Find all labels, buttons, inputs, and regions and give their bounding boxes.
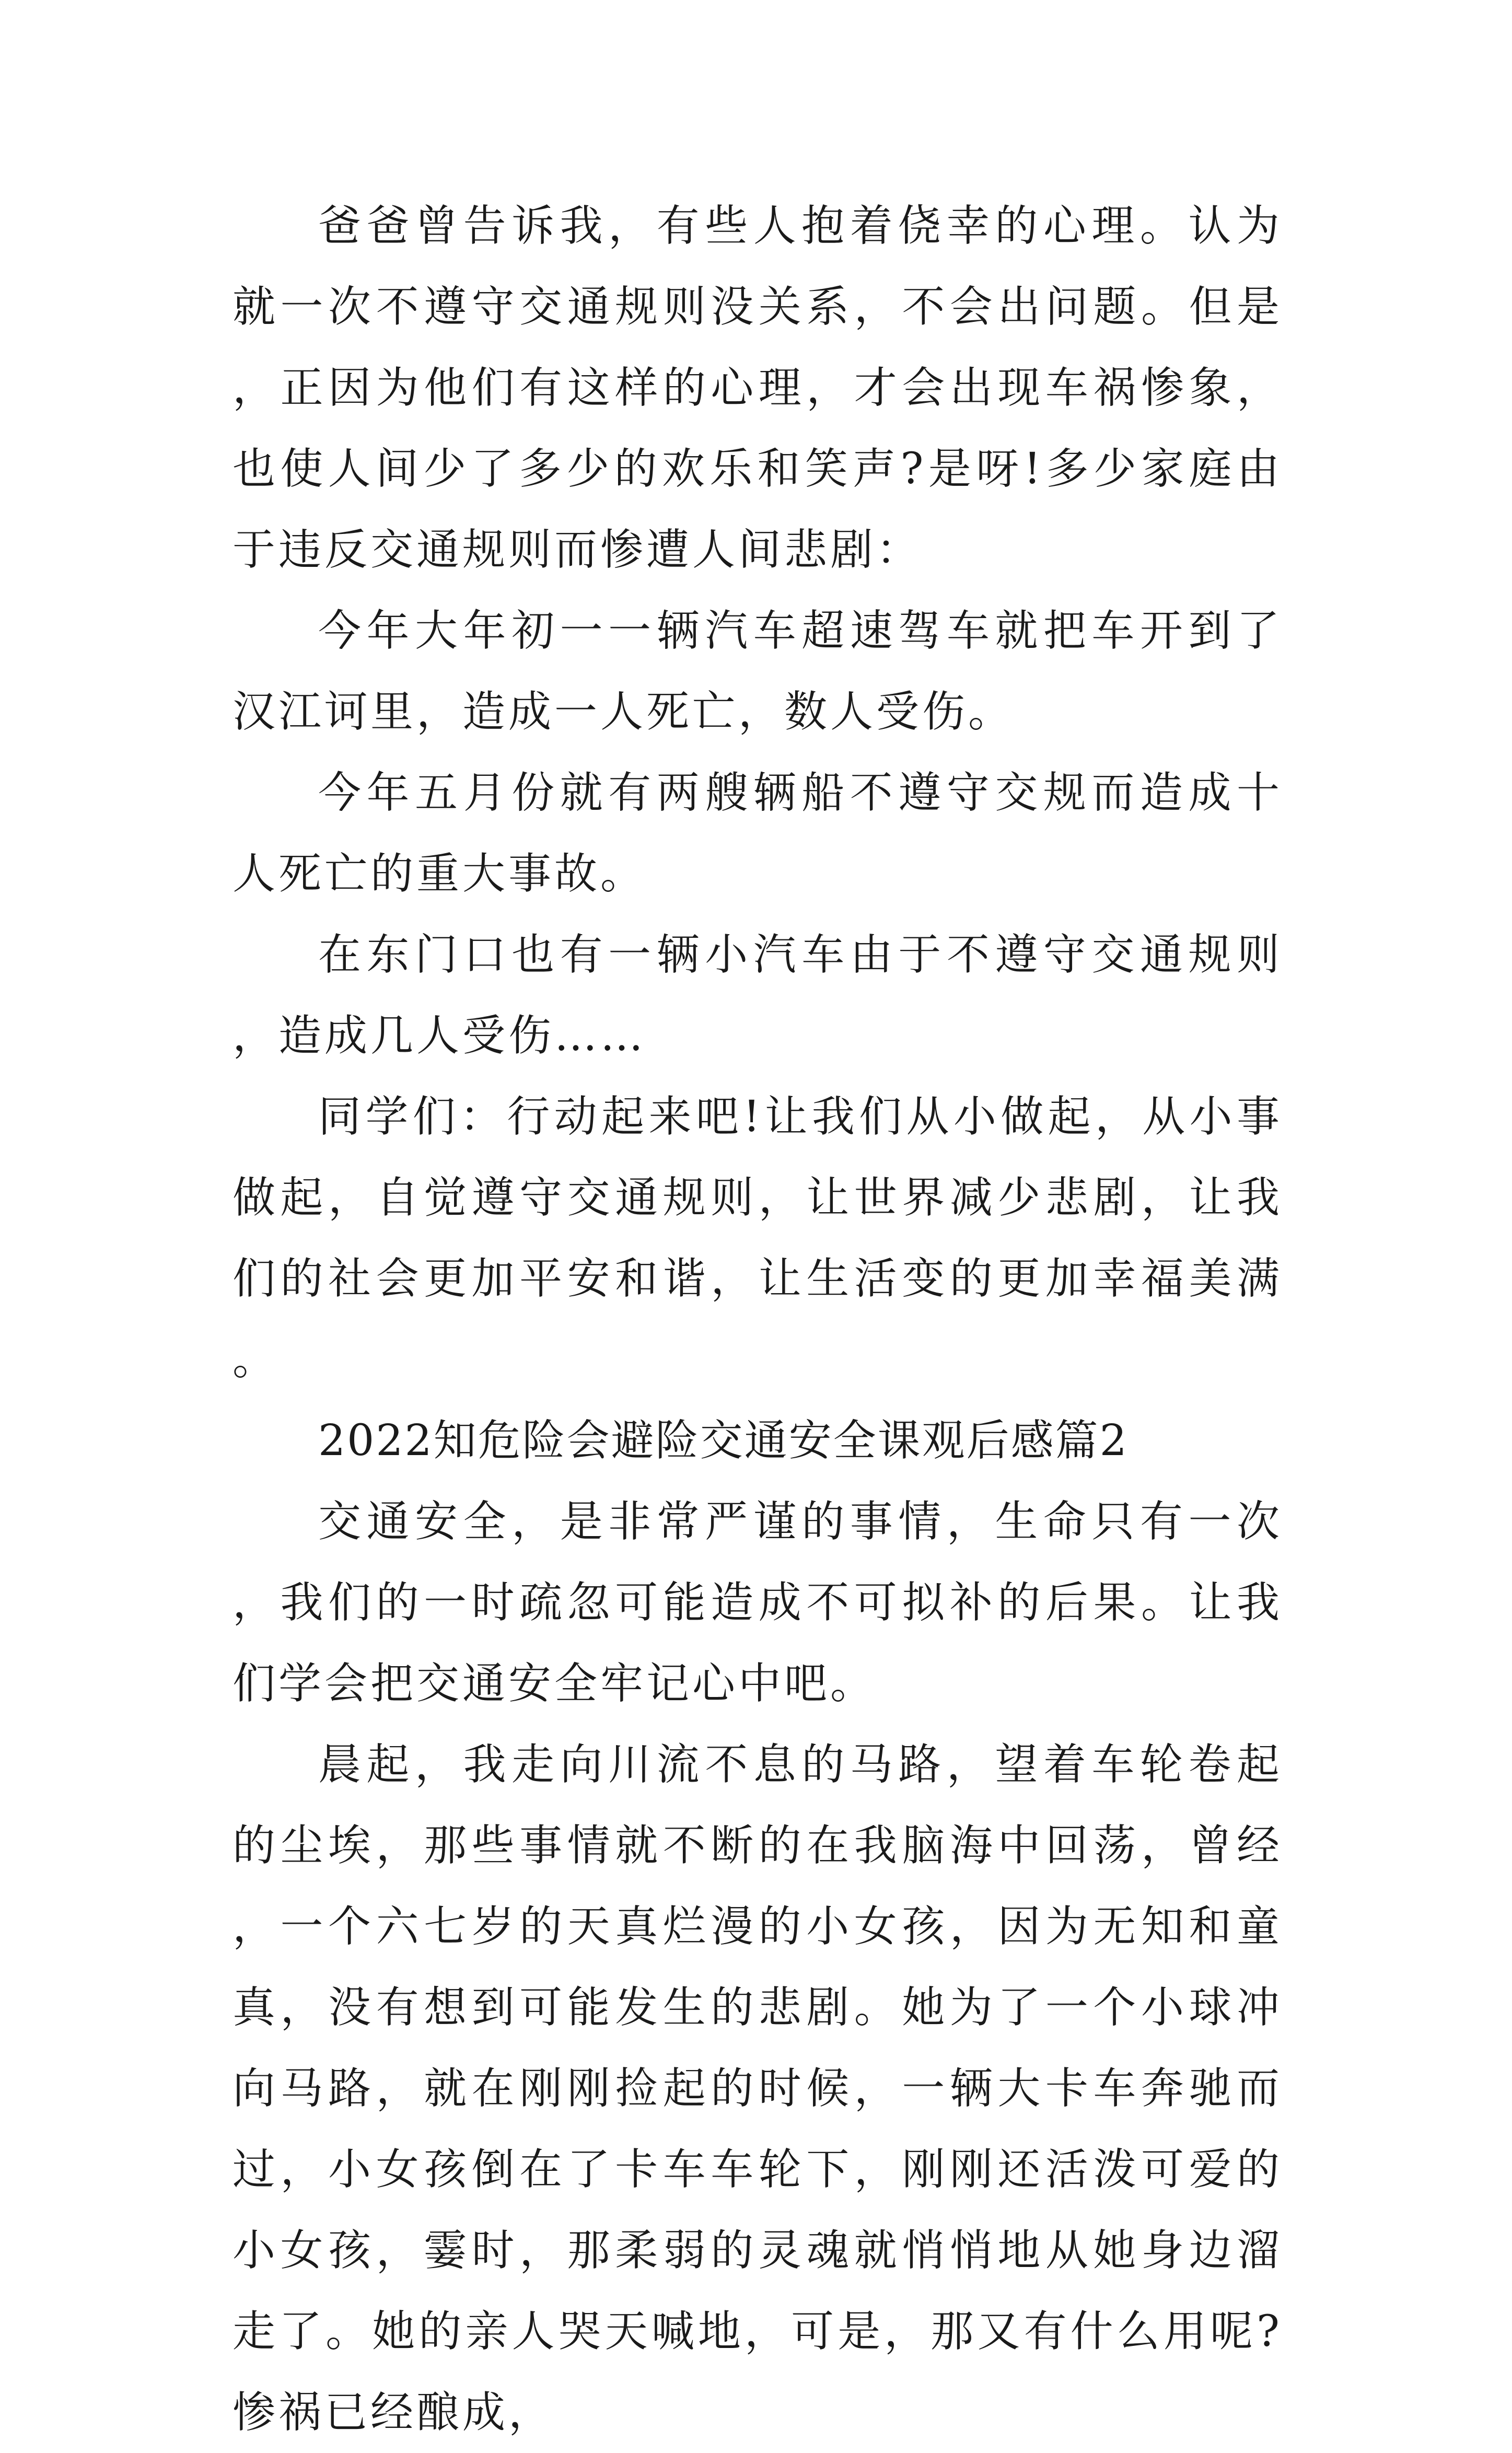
paragraph-new-year-accident: 今年大年初一一辆汽车超速驾车就把车开到了汉江诃里，造成一人死亡，数人受伤。 — [232, 606, 1283, 737]
document-body — [232, 185, 1283, 2453]
paragraph-call-to-action: 同学们：行动起来吧!让我们从小做起，从小事做起，自觉遵守交通规则，让世界减少悲剧，让我们的社会更加平安和谐，让生活变的更加幸福美满。 — [232, 1092, 1283, 1385]
paragraph-father-advice: 爸爸曾告诉我，有些人抱着侥幸的心理。认为就一次不遵守交通规则没关系，不会出问题。但是，正因为他们有这样的心理，才会出现车祸惨象，也使人间少了多少的欢乐和笑声?是呀!多少家庭由于违反交通规则而惨遭人间悲剧： — [232, 201, 1283, 575]
section-heading: 2022知危险会避险交通安全课观后感篇2 — [318, 1416, 1129, 1466]
paragraph-traffic-safety-intro: 交通安全，是非常严谨的事情，生命只有一次，我们的一时疏忽可能造成不可拟补的后果。让我们学会把交通安全牢记心中吧。 — [232, 1497, 1283, 1708]
paragraph-little-girl-story: 晨起，我走向川流不息的马路，望着车轮卷起的尘埃，那些事情就不断的在我脑海中回荡，曾经，一个六七岁的天真烂漫的小女孩，因为无知和童真，没有想到可能发生的悲剧。她为了一个小球冲向马路，就在刚刚捡起的时候，一辆大卡车奔驰而过，小女孩倒在了卡车车轮下，刚刚还活泼可爱的小女孩，霎时，那柔弱的灵魂就悄悄地从她身边溜走了。她的亲人哭天喊地，可是，那又有什么用呢?惨祸已经酿成， — [232, 1740, 1283, 2437]
paragraph-boat-accident: 今年五月份就有两艘辆船不遵守交规而造成十人死亡的重大事故。 — [232, 768, 1283, 899]
paragraph-dongmenkou-accident: 在东门口也有一辆小汽车由于不遵守交通规则，造成几人受伤…… — [232, 930, 1283, 1061]
